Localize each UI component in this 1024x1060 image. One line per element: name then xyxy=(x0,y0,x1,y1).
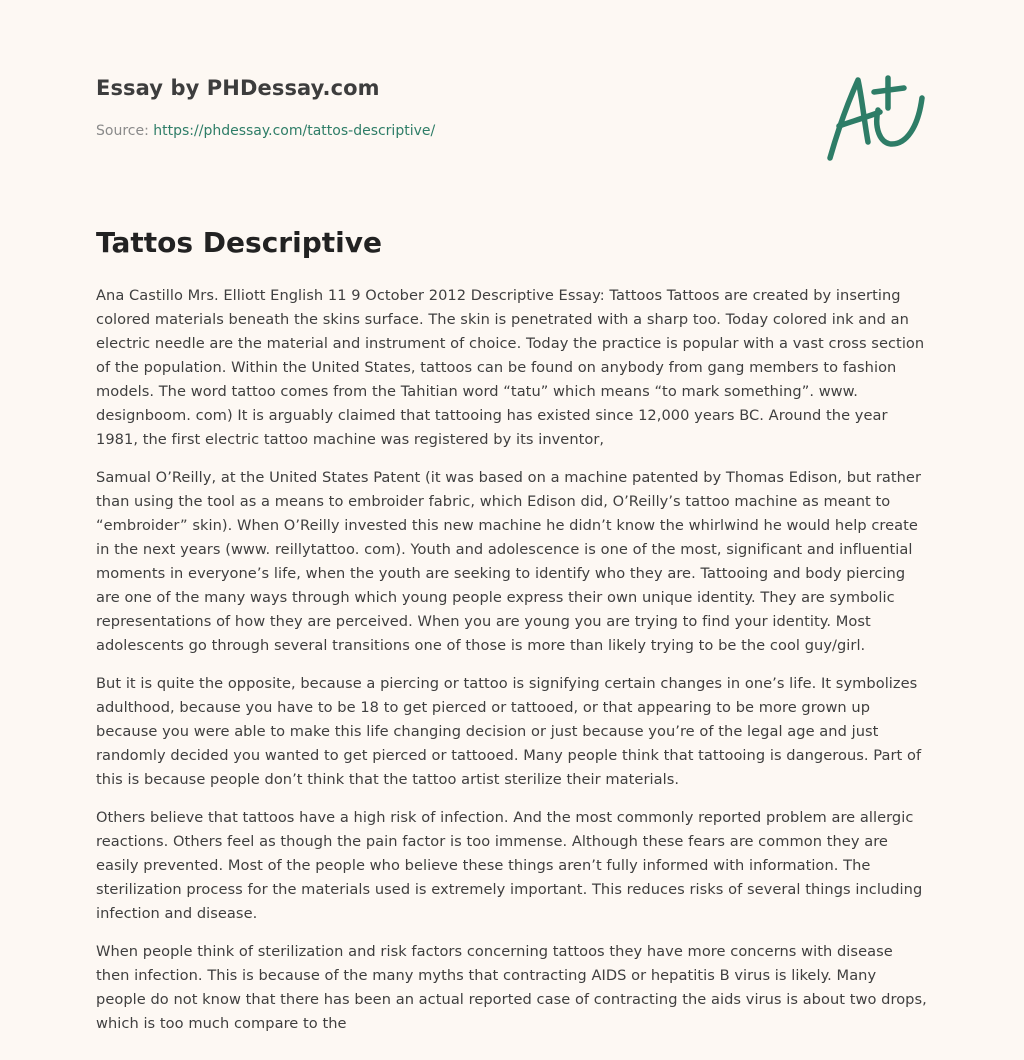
a-plus-logo-icon xyxy=(824,68,928,164)
essay-paragraph: Samual O’Reilly, at the United States Patent (it was based on a machine patented by Thomas Edison, but rather than using the tool as a means to embroider fabric, which Edison did, O’Reilly’s tattoo machine as meant to “embroider” skin). When O’Reilly invested this new machine he didn’t know the whirlwind he would help create in the next years (www. reillytattoo. com). Youth and adolescence is one of the most, significant and influential moments in everyone’s life, when the youth are seeking to identify who they are. Tattooing and body piercing are one of the many ways through which young people express their own unique identity. They are symbolic representations of how they are perceived. When you are young you are trying to find your identity. Most adolescents go through several transitions one of those is more than likely trying to be the cool guy/girl. xyxy=(96,469,922,654)
essay-paragraph: Ana Castillo Mrs. Elliott English 11 9 October 2012 Descriptive Essay: Tattoos Tattoos are created by inserting colored materials beneath the skins surface. The skin is penetrated with a sharp too. Today colored ink and an electric needle are the material and instrument of choice. Today the practice is popular with a vast cross section of the population. Within the United States, tattoos can be found on anybody from gang members to fashion models. The word tattoo comes from the Tahitian word “tatu” which means “to mark something”. www. designboom. com) It is arguably claimed that tattooing has existed since 12,000 years BC. Around the year 1981, the first electric tattoo machine was registered by its inventor, xyxy=(96,287,925,448)
essay-paragraph: But it is quite the opposite, because a piercing or tattoo is signifying certain changes in one’s life. It symbolizes adulthood, because you have to be 18 to get pierced or tattooed, or that appearing to be more grown up because you were able to make this life changing decision or just because you’re of the legal age and just randomly decided you wanted to get pierced or tattooed. Many people think that tattooing is dangerous. Part of this is because people don’t think that the tattoo artist sterilize their materials. xyxy=(96,675,922,788)
source-line xyxy=(96,123,435,139)
essay-paragraph: When people think of sterilization and risk factors concerning tattoos they have more concerns with disease then infection. This is because of the many myths that contracting AIDS or hepatitis B virus is likely. Many people do not know that there has been an actual reported case of contracting the aids virus is about two drops, which is too much compare to the xyxy=(96,943,927,1032)
essay-body xyxy=(96,284,930,1050)
source-link[interactable]: https://phdessay.com/tattos-descriptive/ xyxy=(153,123,436,139)
essay-paragraph: Others believe that tattoos have a high risk of infection. And the most commonly reported problem are allergic reactions. Others feel as though the pain factor is too immense. Although these fears are common they are easily prevented. Most of the people who believe these things aren’t fully informed with information. The sterilization process for the materials used is extremely important. This reduces risks of several things including infection and disease. xyxy=(96,809,923,922)
source-label: Source: xyxy=(96,123,154,139)
essay-title: Tattos Descriptive xyxy=(96,226,382,259)
site-brand-title: Essay by PHDessay.com xyxy=(96,76,380,100)
